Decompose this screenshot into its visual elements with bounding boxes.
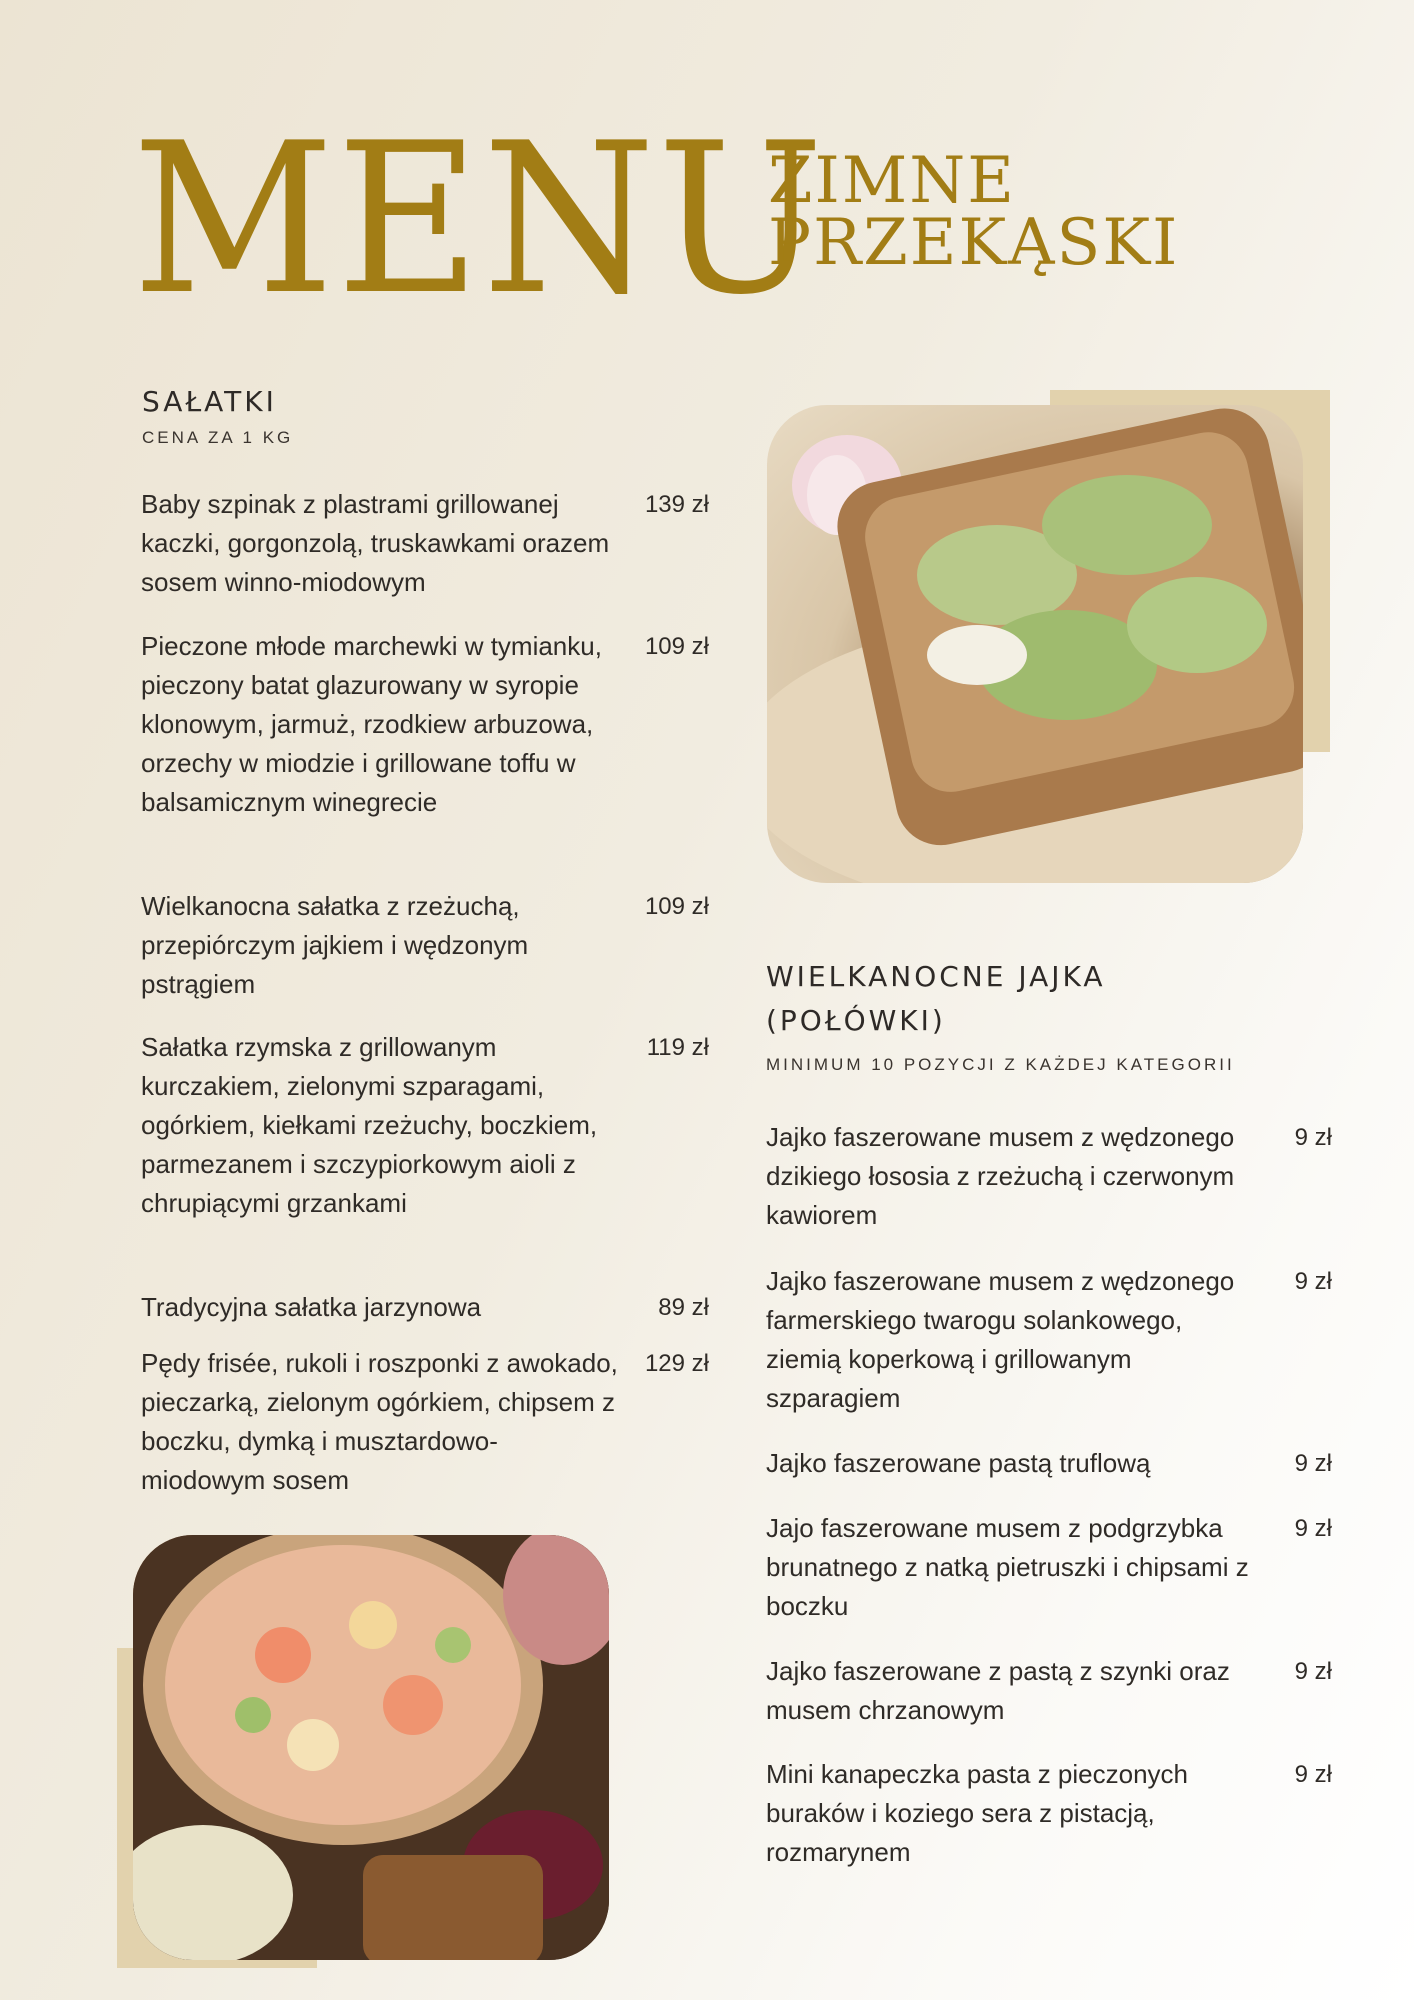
stuffed-eggs-photo — [767, 405, 1303, 883]
item-description: Jajo faszerowane musem z podgrzybka brunatnego z natką pietruszki i chipsami z boczku — [766, 1513, 1249, 1621]
item-price: 9 zł — [1294, 1515, 1332, 1542]
item-description: Jajko faszerowane musem z wędzonego farmerskiego twarogu solankowego, ziemią koperkową i grillowanym szparagiem — [766, 1266, 1235, 1413]
menu-item — [766, 1444, 1332, 1483]
menu-item — [141, 1344, 709, 1500]
eggs-heading-line2: (POŁÓWKI) — [766, 1004, 946, 1037]
item-description: Jajko faszerowane z pastą z szynki oraz musem chrzanowym — [766, 1656, 1230, 1725]
item-price: 9 zł — [1294, 1124, 1332, 1151]
menu-item — [766, 1755, 1332, 1872]
item-description: Pieczone młode marchewki w tymianku, pieczony batat glazurowany w syropie klonowym, jarmuż, rzodkiew arbuzowa, orzechy w miodzie i grillowane toffu w balsamicznym winegrecie — [141, 631, 602, 817]
item-price: 9 zł — [1294, 1450, 1332, 1477]
salads-subheading: CENA ZA 1 KG — [142, 428, 294, 447]
item-price: 129 zł — [644, 1350, 709, 1377]
menu-title: MENU — [132, 99, 826, 341]
item-description: Jajko faszerowane pastą truflową — [766, 1448, 1151, 1478]
menu-item — [766, 1509, 1332, 1626]
item-price: 9 zł — [1294, 1761, 1332, 1788]
menu-item — [141, 887, 709, 1004]
item-price: 109 zł — [644, 633, 709, 660]
item-description: Sałatka rzymska z grillowanym kurczakiem, zielonymi szparagami, ogórkiem, kiełkami rzeżuchy, boczkiem, parmezanem i szczypiorkowym aioli z chrupiącymi grzankami — [141, 1032, 598, 1218]
stuffed-eggs-illustration — [767, 405, 1303, 883]
eggs-heading-line1: WIELKANOCNE JAJKA — [766, 960, 1106, 993]
menu-item — [141, 1028, 709, 1223]
item-description: Baby szpinak z plastrami grillowanej kaczki, gorgonzolą, truskawkami orazem sosem winno-miodowym — [141, 489, 610, 597]
menu-item — [766, 1262, 1332, 1418]
vegetable-salad-photo — [133, 1535, 609, 1960]
menu-item — [141, 485, 709, 602]
menu-item — [141, 1288, 709, 1327]
salads-heading: SAŁATKI — [142, 385, 277, 418]
item-description: Mini kanapeczka pasta z pieczonych buraków i koziego sera z pistacją, rozmarynem — [766, 1759, 1189, 1867]
item-price: 119 zł — [646, 1034, 709, 1061]
item-price: 9 zł — [1294, 1658, 1332, 1685]
menu-item — [141, 627, 709, 822]
item-description: Jajko faszerowane musem z wędzonego dzikiego łososia z rzeżuchą i czerwonym kawiorem — [766, 1122, 1235, 1230]
category-title-line2: PRZEKĄSKI — [768, 206, 1180, 280]
item-price: 89 zł — [658, 1294, 709, 1321]
eggs-subheading: MINIMUM 10 POZYCJI Z KAŻDEJ KATEGORII — [766, 1055, 1235, 1074]
category-title-line1: ZIMNE — [768, 144, 1016, 218]
item-price: 109 zł — [644, 893, 709, 920]
category-title — [768, 144, 1180, 280]
item-price: 139 zł — [644, 491, 709, 518]
menu-item — [766, 1652, 1332, 1730]
vegetable-salad-illustration — [133, 1535, 609, 1960]
item-description: Wielkanocna sałatka z rzeżuchą, przepiórczym jajkiem i wędzonym pstrągiem — [141, 891, 529, 999]
eggs-heading — [766, 955, 1106, 1043]
item-price: 9 zł — [1294, 1268, 1332, 1295]
item-description: Tradycyjna sałatka jarzynowa — [141, 1292, 482, 1322]
item-description: Pędy frisée, rukoli i roszponki z awokado, pieczarką, zielonym ogórkiem, chipsem z boczku, dymką i musztardowo-miodowym sosem — [141, 1348, 618, 1495]
menu-item — [766, 1118, 1332, 1235]
